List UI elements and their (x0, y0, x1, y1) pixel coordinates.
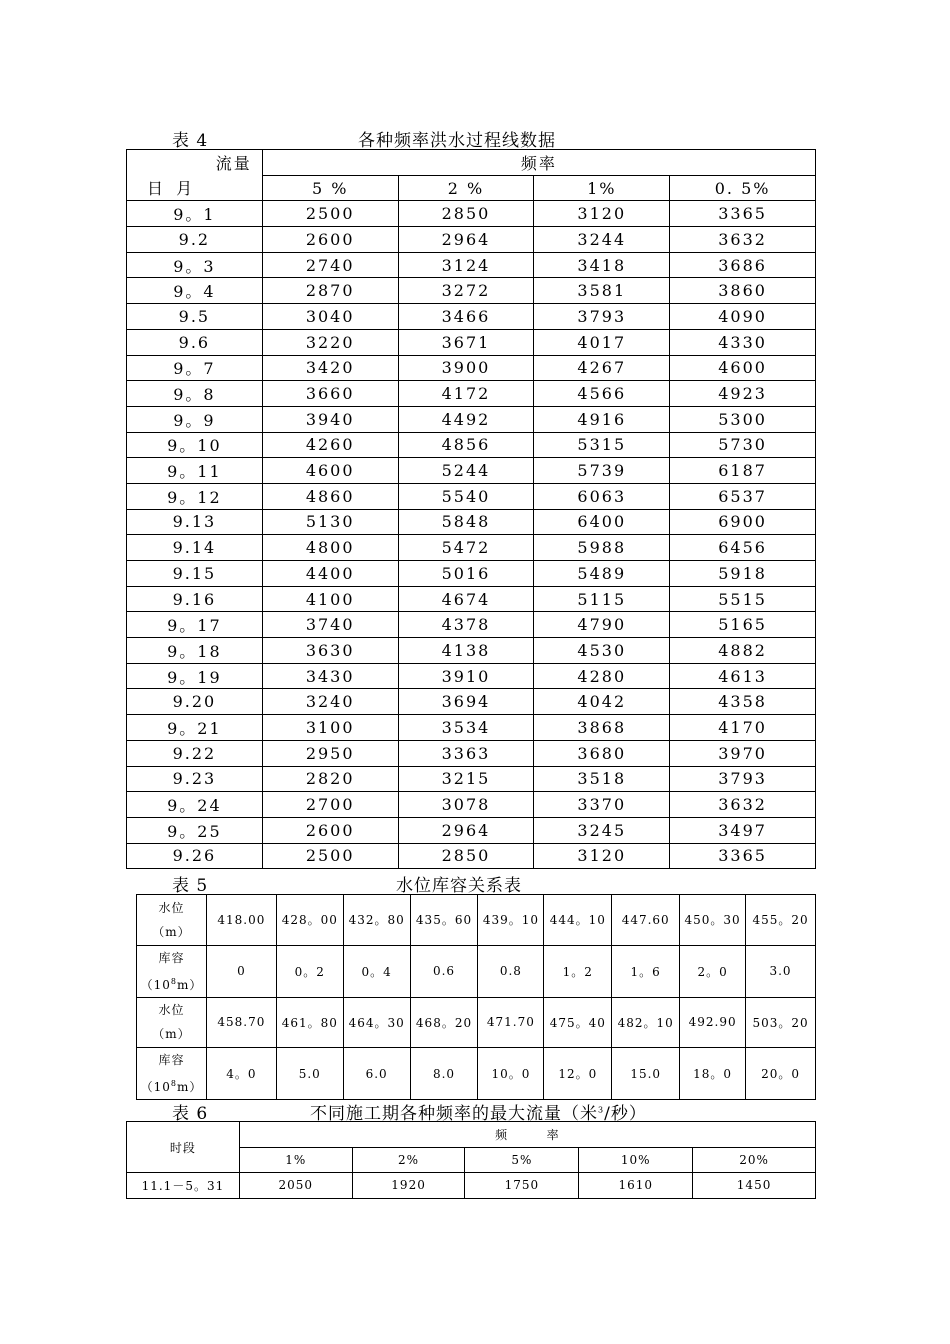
table4-title: 各种频率洪水过程线数据 (358, 131, 556, 151)
flow-cell: 3740 (262, 612, 398, 638)
flow-cell: 4882 (670, 638, 816, 664)
frequency-column-header: 5 % (262, 175, 398, 201)
value-cell: 0.6 (410, 945, 478, 997)
date-cell: 9.20 (127, 689, 263, 715)
flow-cell: 5848 (398, 509, 534, 535)
table-row (127, 586, 816, 612)
value-cell: 6.0 (343, 1048, 410, 1100)
date-cell: 9。7 (127, 355, 263, 381)
table-row (127, 458, 816, 484)
flow-cell: 1450 (693, 1173, 816, 1199)
table-row (127, 843, 816, 869)
row-label-name: 库容 (158, 950, 185, 965)
value-cell: 471.70 (478, 997, 544, 1048)
flow-cell: 5988 (534, 535, 670, 561)
table-row (137, 895, 816, 946)
table-row (127, 509, 816, 535)
flow-cell: 2964 (398, 227, 534, 253)
flow-cell: 2950 (262, 740, 398, 766)
flow-cell: 3363 (398, 740, 534, 766)
frequency-column-header: 1% (239, 1147, 352, 1173)
frequency-column-header: 10% (579, 1147, 693, 1173)
date-cell: 9.15 (127, 561, 263, 587)
flow-cell: 4923 (670, 381, 816, 407)
frequency-group-header: 频率 (262, 150, 815, 176)
flow-cell: 4856 (398, 432, 534, 458)
date-cell: 9。17 (127, 612, 263, 638)
date-cell: 9。19 (127, 663, 263, 689)
flow-cell: 3694 (398, 689, 534, 715)
flow-cell: 3365 (670, 843, 816, 869)
table-row (127, 792, 816, 818)
date-cell: 9.23 (127, 766, 263, 792)
flow-cell: 3215 (398, 766, 534, 792)
date-cell: 9。10 (127, 432, 263, 458)
flow-cell: 5515 (670, 586, 816, 612)
date-cell: 9.6 (127, 329, 263, 355)
table6-title-unit: /秒） (604, 1104, 647, 1124)
date-cell: 9.16 (127, 586, 263, 612)
flow-cell: 3940 (262, 406, 398, 432)
date-cell: 9。4 (127, 278, 263, 304)
unit-exponent: 8 (170, 976, 177, 986)
frequency-column-header: 20% (693, 1147, 816, 1173)
flow-cell: 3040 (262, 304, 398, 330)
date-cell: 9.5 (127, 304, 263, 330)
flow-cell: 2850 (398, 843, 534, 869)
flow-cell: 4358 (670, 689, 816, 715)
flow-cell: 5300 (670, 406, 816, 432)
flow-cell: 5315 (534, 432, 670, 458)
value-cell: 2。0 (680, 945, 746, 997)
flow-cell: 3518 (534, 766, 670, 792)
row-label-unit: （m） (152, 1027, 191, 1042)
flow-cell: 2700 (262, 792, 398, 818)
flow-cell: 2050 (239, 1173, 352, 1199)
value-cell: 418.00 (206, 895, 276, 946)
flow-cell: 3120 (534, 843, 670, 869)
date-cell: 9。25 (127, 817, 263, 843)
date-cell: 9。18 (127, 638, 263, 664)
flow-cell: 4280 (534, 663, 670, 689)
flow-cell: 3245 (534, 817, 670, 843)
value-cell: 492.90 (680, 997, 746, 1048)
value-cell: 432。80 (343, 895, 410, 946)
table-row (127, 304, 816, 330)
unit-suffix: m） (176, 1080, 203, 1094)
flow-cell: 3240 (262, 689, 398, 715)
flow-cell: 4790 (534, 612, 670, 638)
value-cell: 461。80 (276, 997, 343, 1048)
flow-cell: 4492 (398, 406, 534, 432)
value-cell: 15.0 (612, 1048, 680, 1100)
table4-flood-hydrograph (126, 149, 816, 869)
flow-cell: 4400 (262, 561, 398, 587)
flow-cell: 3900 (398, 355, 534, 381)
table-row (127, 638, 816, 664)
value-cell: 8.0 (410, 1048, 478, 1100)
flow-cell: 3497 (670, 817, 816, 843)
value-cell: 475。40 (544, 997, 612, 1048)
row-label-name: 库容 (158, 1053, 185, 1067)
value-cell: 18。0 (680, 1048, 746, 1100)
flow-cell: 4090 (670, 304, 816, 330)
flow-cell: 4330 (670, 329, 816, 355)
table-row (127, 381, 816, 407)
flow-cell: 2964 (398, 817, 534, 843)
table-row (127, 483, 816, 509)
table-row (127, 432, 816, 458)
flow-cell: 3910 (398, 663, 534, 689)
row-label-name: 水位 (158, 1003, 185, 1018)
corner-date-label: 日 月 (127, 175, 263, 201)
value-cell: 0。2 (276, 945, 343, 997)
flow-cell: 3466 (398, 304, 534, 330)
flow-cell: 1750 (465, 1173, 579, 1199)
table6-label: 表 6 (172, 1104, 209, 1124)
flow-cell: 5130 (262, 509, 398, 535)
flow-cell: 4800 (262, 535, 398, 561)
value-cell: 468。20 (410, 997, 478, 1048)
flow-cell: 5016 (398, 561, 534, 587)
flow-cell: 3244 (534, 227, 670, 253)
flow-cell: 2600 (262, 817, 398, 843)
unit-suffix: m） (176, 977, 203, 992)
flow-cell: 3430 (262, 663, 398, 689)
value-cell: 5.0 (276, 1048, 343, 1100)
table-row (127, 278, 816, 304)
flow-cell: 4613 (670, 663, 816, 689)
flow-cell: 6900 (670, 509, 816, 535)
date-cell: 9.2 (127, 227, 263, 253)
flow-cell: 3418 (534, 252, 670, 278)
flow-cell: 6537 (670, 483, 816, 509)
table-row (127, 766, 816, 792)
flow-cell: 3078 (398, 792, 534, 818)
table-row (127, 689, 816, 715)
frequency-column-header: 2% (352, 1147, 465, 1173)
flow-cell: 6187 (670, 458, 816, 484)
value-cell: 20。0 (746, 1048, 816, 1100)
flow-cell: 3100 (262, 715, 398, 741)
table-row (127, 201, 816, 227)
table6-title-main: 不同施工期各种频率的最大流量（米 (310, 1104, 598, 1124)
value-cell: 428。00 (276, 895, 343, 946)
value-cell: 1。2 (544, 945, 612, 997)
table-row (127, 252, 816, 278)
table-row (127, 535, 816, 561)
date-cell: 9。11 (127, 458, 263, 484)
flow-cell: 3793 (670, 766, 816, 792)
flow-cell: 4378 (398, 612, 534, 638)
flow-cell: 3581 (534, 278, 670, 304)
table5-title: 水位库容关系表 (396, 876, 522, 896)
frequency-column-header: 5% (465, 1147, 579, 1173)
value-cell: 450。30 (680, 895, 746, 946)
flow-cell: 3420 (262, 355, 398, 381)
flow-cell: 4100 (262, 586, 398, 612)
table-row (127, 406, 816, 432)
flow-cell: 4916 (534, 406, 670, 432)
frequency-group-header: 频 率 (239, 1122, 815, 1148)
value-cell: 10。0 (478, 1048, 544, 1100)
value-cell: 0。4 (343, 945, 410, 997)
value-cell: 482。10 (612, 997, 680, 1048)
flow-cell: 5115 (534, 586, 670, 612)
row-label-unit (137, 1072, 206, 1099)
date-cell: 9。8 (127, 381, 263, 407)
flow-cell: 3680 (534, 740, 670, 766)
table-row (127, 329, 816, 355)
table-row (127, 227, 816, 253)
flow-cell: 4530 (534, 638, 670, 664)
value-cell: 447.60 (612, 895, 680, 946)
flow-cell: 2850 (398, 201, 534, 227)
value-cell: 455。20 (746, 895, 816, 946)
date-cell: 9.13 (127, 509, 263, 535)
flow-cell: 4042 (534, 689, 670, 715)
value-cell: 458.70 (206, 997, 276, 1048)
value-cell: 3.0 (746, 945, 816, 997)
table-row (137, 945, 816, 997)
value-cell: 439。10 (478, 895, 544, 946)
flow-cell: 2820 (262, 766, 398, 792)
table-row (127, 612, 816, 638)
flow-cell: 3671 (398, 329, 534, 355)
date-cell: 9。12 (127, 483, 263, 509)
flow-cell: 5730 (670, 432, 816, 458)
period-cell: 11.1－5。31 (127, 1173, 240, 1199)
flow-cell: 2740 (262, 252, 398, 278)
value-cell: 4。0 (206, 1048, 276, 1100)
value-cell: 435。60 (410, 895, 478, 946)
flow-cell: 3970 (670, 740, 816, 766)
flow-cell: 4260 (262, 432, 398, 458)
flow-cell: 4138 (398, 638, 534, 664)
row-label-cell (137, 997, 207, 1048)
value-cell: 12。0 (544, 1048, 612, 1100)
frequency-column-header: 2 % (398, 175, 534, 201)
flow-cell: 3860 (670, 278, 816, 304)
row-label-unit (137, 970, 206, 997)
flow-cell: 4600 (670, 355, 816, 381)
table-row (127, 663, 816, 689)
date-cell: 9。1 (127, 201, 263, 227)
flow-cell: 3120 (534, 201, 670, 227)
table-row (127, 740, 816, 766)
flow-cell: 2500 (262, 843, 398, 869)
flow-cell: 3868 (534, 715, 670, 741)
flow-cell: 3660 (262, 381, 398, 407)
flow-cell: 5540 (398, 483, 534, 509)
flow-cell: 4267 (534, 355, 670, 381)
value-cell: 0 (206, 945, 276, 997)
table-row (127, 715, 816, 741)
value-cell: 0.8 (478, 945, 544, 997)
unit-exponent: 8 (170, 1079, 177, 1088)
date-cell: 9。9 (127, 406, 263, 432)
value-cell: 444。10 (544, 895, 612, 946)
flow-cell: 4017 (534, 329, 670, 355)
flow-cell: 3124 (398, 252, 534, 278)
row-label-cell (137, 945, 207, 997)
flow-cell: 4674 (398, 586, 534, 612)
table-row (127, 561, 816, 587)
row-label-unit: （m） (152, 924, 191, 939)
frequency-column-header: 1% (534, 175, 670, 201)
flow-cell: 5165 (670, 612, 816, 638)
flow-cell: 3632 (670, 227, 816, 253)
flow-cell: 5244 (398, 458, 534, 484)
date-cell: 9。3 (127, 252, 263, 278)
flow-cell: 3220 (262, 329, 398, 355)
table-row (127, 817, 816, 843)
corner-flow-label: 流量 (127, 150, 263, 176)
table4-label: 表 4 (172, 131, 209, 151)
flow-cell: 1920 (352, 1173, 465, 1199)
row-label-name: 水位 (158, 900, 185, 915)
date-cell: 9.22 (127, 740, 263, 766)
flow-cell: 3365 (670, 201, 816, 227)
flow-cell: 2870 (262, 278, 398, 304)
flow-cell: 5918 (670, 561, 816, 587)
flow-cell: 3370 (534, 792, 670, 818)
flow-cell: 6456 (670, 535, 816, 561)
flow-cell: 6063 (534, 483, 670, 509)
value-cell: 1。6 (612, 945, 680, 997)
flow-cell: 4170 (670, 715, 816, 741)
table6-title-sup: 3 (598, 1105, 605, 1115)
table5-label: 表 5 (172, 876, 209, 896)
flow-cell: 3686 (670, 252, 816, 278)
unit-base: （10 (140, 977, 171, 992)
unit-base: （10 (140, 1080, 171, 1094)
table-row (137, 997, 816, 1048)
flow-cell: 5489 (534, 561, 670, 587)
value-cell: 503。20 (746, 997, 816, 1048)
flow-cell: 3272 (398, 278, 534, 304)
table5-stage-storage (136, 894, 816, 1100)
value-cell: 464。30 (343, 997, 410, 1048)
flow-cell: 5739 (534, 458, 670, 484)
flow-cell: 4600 (262, 458, 398, 484)
flow-cell: 2500 (262, 201, 398, 227)
date-cell: 9.14 (127, 535, 263, 561)
table-row (137, 1048, 816, 1100)
frequency-column-header: 0. 5% (670, 175, 816, 201)
table-row (127, 1173, 816, 1199)
row-label-cell (137, 895, 207, 946)
date-cell: 9.26 (127, 843, 263, 869)
flow-cell: 4172 (398, 381, 534, 407)
table6-max-flow (126, 1121, 816, 1199)
row-label-cell (137, 1048, 207, 1100)
flow-cell: 3534 (398, 715, 534, 741)
date-cell: 9。24 (127, 792, 263, 818)
flow-cell: 3793 (534, 304, 670, 330)
date-cell: 9。21 (127, 715, 263, 741)
flow-cell: 5472 (398, 535, 534, 561)
flow-cell: 4566 (534, 381, 670, 407)
flow-cell: 4860 (262, 483, 398, 509)
flow-cell: 1610 (579, 1173, 693, 1199)
table-row (127, 355, 816, 381)
flow-cell: 2600 (262, 227, 398, 253)
flow-cell: 6400 (534, 509, 670, 535)
period-header: 时段 (127, 1122, 240, 1173)
flow-cell: 3630 (262, 638, 398, 664)
flow-cell: 3632 (670, 792, 816, 818)
